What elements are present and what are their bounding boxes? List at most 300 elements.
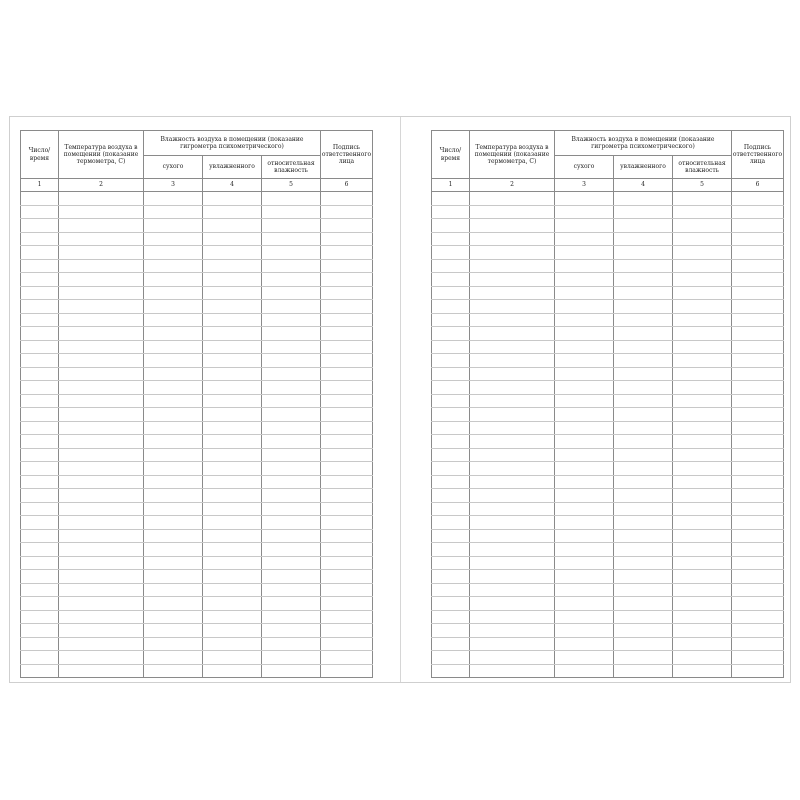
log-cell — [21, 610, 59, 624]
log-row — [21, 327, 373, 341]
log-row — [21, 232, 373, 246]
log-cell — [673, 597, 732, 611]
log-row — [432, 462, 784, 476]
log-cell — [555, 664, 614, 678]
log-cell — [432, 624, 470, 638]
log-cell — [614, 516, 673, 530]
log-cell — [614, 637, 673, 651]
log-cell — [321, 192, 373, 206]
log-cell — [21, 340, 59, 354]
log-cell — [732, 543, 784, 557]
log-cell — [555, 651, 614, 665]
log-cell — [470, 192, 555, 206]
log-cell — [614, 475, 673, 489]
log-cell — [144, 232, 203, 246]
log-cell — [321, 502, 373, 516]
log-cell — [732, 300, 784, 314]
column-number: 4 — [203, 179, 262, 192]
log-row — [21, 489, 373, 503]
log-cell — [555, 489, 614, 503]
log-cell — [614, 664, 673, 678]
log-cell — [470, 597, 555, 611]
log-cell — [673, 475, 732, 489]
log-cell — [144, 192, 203, 206]
log-cell — [321, 664, 373, 678]
log-cell — [614, 381, 673, 395]
log-cell — [144, 286, 203, 300]
log-cell — [262, 448, 321, 462]
log-cell — [614, 421, 673, 435]
log-cell — [673, 516, 732, 530]
log-cell — [555, 502, 614, 516]
log-cell — [144, 543, 203, 557]
log-cell — [470, 583, 555, 597]
log-row — [432, 327, 784, 341]
log-cell — [470, 354, 555, 368]
log-cell — [614, 340, 673, 354]
log-cell — [321, 273, 373, 287]
log-cell — [203, 435, 262, 449]
log-cell — [432, 246, 470, 260]
log-cell — [614, 408, 673, 422]
column-number: 5 — [262, 179, 321, 192]
log-row — [432, 300, 784, 314]
log-cell — [432, 367, 470, 381]
log-cell — [21, 435, 59, 449]
header-humidity-group: Влажность воздуха в помещении (показание гигрометра психометрического) — [144, 131, 321, 156]
log-cell — [262, 192, 321, 206]
log-cell — [614, 624, 673, 638]
log-row — [432, 489, 784, 503]
log-cell — [555, 475, 614, 489]
log-cell — [262, 273, 321, 287]
log-cell — [732, 367, 784, 381]
log-cell — [321, 219, 373, 233]
log-row — [432, 448, 784, 462]
log-cell — [21, 408, 59, 422]
log-cell — [203, 502, 262, 516]
log-cell — [144, 408, 203, 422]
log-cell — [21, 624, 59, 638]
log-cell — [432, 232, 470, 246]
log-row — [432, 219, 784, 233]
log-cell — [732, 462, 784, 476]
log-cell — [144, 219, 203, 233]
log-cell — [555, 637, 614, 651]
log-cell — [732, 205, 784, 219]
log-cell — [144, 300, 203, 314]
log-cell — [555, 219, 614, 233]
log-cell — [203, 232, 262, 246]
log-cell — [673, 192, 732, 206]
log-cell — [262, 462, 321, 476]
log-row — [432, 232, 784, 246]
log-cell — [144, 624, 203, 638]
log-cell — [732, 219, 784, 233]
log-cell — [59, 448, 144, 462]
log-cell — [432, 610, 470, 624]
log-cell — [144, 340, 203, 354]
log-row — [21, 651, 373, 665]
log-cell — [203, 381, 262, 395]
log-row — [21, 543, 373, 557]
log-row — [432, 340, 784, 354]
log-cell — [470, 448, 555, 462]
log-row — [432, 502, 784, 516]
log-cell — [59, 205, 144, 219]
log-cell — [262, 570, 321, 584]
log-cell — [321, 381, 373, 395]
log-cell — [262, 475, 321, 489]
log-row — [432, 637, 784, 651]
log-cell — [470, 462, 555, 476]
log-cell — [432, 489, 470, 503]
log-cell — [59, 381, 144, 395]
log-table-left — [20, 130, 373, 678]
log-cell — [321, 489, 373, 503]
column-number: 1 — [432, 179, 470, 192]
log-cell — [732, 394, 784, 408]
log-cell — [470, 502, 555, 516]
log-cell — [614, 610, 673, 624]
log-cell — [614, 205, 673, 219]
log-cell — [59, 610, 144, 624]
log-cell — [321, 394, 373, 408]
log-cell — [21, 246, 59, 260]
log-cell — [59, 583, 144, 597]
log-cell — [262, 516, 321, 530]
log-cell — [555, 192, 614, 206]
log-cell — [203, 286, 262, 300]
log-cell — [321, 651, 373, 665]
log-cell — [321, 421, 373, 435]
log-cell — [59, 421, 144, 435]
log-cell — [321, 367, 373, 381]
log-cell — [614, 192, 673, 206]
log-cell — [59, 475, 144, 489]
log-cell — [555, 570, 614, 584]
log-row — [21, 462, 373, 476]
log-cell — [555, 583, 614, 597]
log-row — [432, 286, 784, 300]
log-cell — [732, 475, 784, 489]
log-cell — [321, 313, 373, 327]
log-cell — [203, 637, 262, 651]
log-cell — [21, 597, 59, 611]
log-cell — [470, 246, 555, 260]
log-cell — [555, 435, 614, 449]
log-cell — [262, 300, 321, 314]
log-cell — [203, 556, 262, 570]
log-cell — [614, 556, 673, 570]
log-cell — [144, 610, 203, 624]
log-cell — [614, 259, 673, 273]
log-cell — [321, 556, 373, 570]
log-row — [432, 367, 784, 381]
log-cell — [732, 570, 784, 584]
log-cell — [21, 421, 59, 435]
log-cell — [614, 570, 673, 584]
log-cell — [21, 664, 59, 678]
log-cell — [21, 192, 59, 206]
log-cell — [555, 529, 614, 543]
log-cell — [673, 664, 732, 678]
log-cell — [732, 583, 784, 597]
log-row — [432, 610, 784, 624]
log-row — [21, 313, 373, 327]
header-relative-humidity: относительная влажность — [673, 156, 732, 179]
log-cell — [59, 327, 144, 341]
header-humidity-group: Влажность воздуха в помещении (показание гигрометра психометрического) — [555, 131, 732, 156]
log-cell — [614, 651, 673, 665]
log-row — [432, 570, 784, 584]
log-cell — [59, 259, 144, 273]
log-cell — [432, 340, 470, 354]
log-cell — [21, 651, 59, 665]
log-cell — [470, 205, 555, 219]
log-cell — [59, 313, 144, 327]
log-cell — [144, 651, 203, 665]
log-cell — [59, 300, 144, 314]
log-cell — [203, 340, 262, 354]
log-cell — [432, 664, 470, 678]
log-row — [432, 381, 784, 395]
log-cell — [203, 570, 262, 584]
log-cell — [203, 354, 262, 368]
page-spine — [400, 117, 401, 682]
log-cell — [203, 219, 262, 233]
log-row — [21, 556, 373, 570]
log-row — [432, 651, 784, 665]
log-cell — [144, 367, 203, 381]
log-cell — [59, 664, 144, 678]
log-cell — [21, 637, 59, 651]
log-cell — [21, 381, 59, 395]
log-cell — [555, 624, 614, 638]
log-cell — [732, 192, 784, 206]
log-cell — [321, 354, 373, 368]
log-row — [21, 408, 373, 422]
log-cell — [21, 475, 59, 489]
log-cell — [203, 462, 262, 476]
log-row — [432, 246, 784, 260]
log-cell — [144, 205, 203, 219]
log-cell — [732, 246, 784, 260]
log-cell — [732, 597, 784, 611]
log-cell — [262, 583, 321, 597]
log-cell — [732, 502, 784, 516]
log-cell — [732, 516, 784, 530]
log-row — [21, 516, 373, 530]
log-cell — [144, 273, 203, 287]
log-cell — [555, 246, 614, 260]
log-cell — [321, 570, 373, 584]
log-cell — [673, 327, 732, 341]
log-cell — [432, 286, 470, 300]
log-row — [21, 219, 373, 233]
log-cell — [321, 327, 373, 341]
log-cell — [614, 273, 673, 287]
log-cell — [144, 381, 203, 395]
log-cell — [262, 421, 321, 435]
log-cell — [59, 597, 144, 611]
log-cell — [555, 300, 614, 314]
log-row — [21, 583, 373, 597]
log-cell — [732, 489, 784, 503]
log-cell — [262, 651, 321, 665]
log-row — [432, 624, 784, 638]
log-cell — [432, 597, 470, 611]
log-cell — [470, 624, 555, 638]
log-cell — [262, 313, 321, 327]
log-row — [21, 192, 373, 206]
log-cell — [21, 489, 59, 503]
log-cell — [262, 435, 321, 449]
log-cell — [203, 246, 262, 260]
log-cell — [673, 610, 732, 624]
log-row — [21, 624, 373, 638]
log-cell — [59, 556, 144, 570]
log-cell — [262, 556, 321, 570]
log-cell — [470, 637, 555, 651]
log-cell — [432, 354, 470, 368]
log-cell — [21, 502, 59, 516]
log-cell — [470, 340, 555, 354]
log-row — [432, 475, 784, 489]
log-cell — [321, 462, 373, 476]
log-cell — [470, 219, 555, 233]
log-cell — [432, 543, 470, 557]
log-cell — [732, 435, 784, 449]
log-cell — [321, 624, 373, 638]
log-cell — [432, 556, 470, 570]
log-cell — [21, 259, 59, 273]
log-cell — [262, 246, 321, 260]
log-cell — [673, 651, 732, 665]
log-cell — [614, 300, 673, 314]
log-cell — [555, 448, 614, 462]
log-cell — [203, 597, 262, 611]
log-row — [21, 273, 373, 287]
log-cell — [470, 381, 555, 395]
log-cell — [555, 421, 614, 435]
log-cell — [59, 286, 144, 300]
log-cell — [614, 597, 673, 611]
log-row — [21, 259, 373, 273]
log-cell — [732, 327, 784, 341]
log-cell — [673, 462, 732, 476]
log-cell — [673, 219, 732, 233]
header-date-time: Число/ время — [432, 131, 470, 179]
log-cell — [614, 327, 673, 341]
log-cell — [673, 313, 732, 327]
column-number: 3 — [555, 179, 614, 192]
log-row — [432, 408, 784, 422]
log-cell — [262, 597, 321, 611]
log-cell — [432, 435, 470, 449]
log-cell — [732, 556, 784, 570]
log-row — [21, 664, 373, 678]
log-cell — [732, 408, 784, 422]
log-cell — [203, 313, 262, 327]
log-cell — [262, 489, 321, 503]
log-row — [432, 435, 784, 449]
log-cell — [555, 327, 614, 341]
log-cell — [673, 367, 732, 381]
log-cell — [321, 246, 373, 260]
column-number: 4 — [614, 179, 673, 192]
log-cell — [59, 354, 144, 368]
log-row — [432, 516, 784, 530]
log-row — [21, 529, 373, 543]
log-row — [432, 421, 784, 435]
log-cell — [732, 421, 784, 435]
log-cell — [262, 529, 321, 543]
log-cell — [673, 421, 732, 435]
log-row — [432, 192, 784, 206]
log-cell — [432, 529, 470, 543]
log-cell — [614, 394, 673, 408]
log-cell — [59, 394, 144, 408]
log-cell — [59, 502, 144, 516]
log-cell — [732, 286, 784, 300]
log-cell — [432, 273, 470, 287]
log-cell — [732, 624, 784, 638]
log-row — [21, 502, 373, 516]
log-cell — [59, 570, 144, 584]
log-cell — [432, 462, 470, 476]
log-cell — [673, 381, 732, 395]
log-cell — [470, 313, 555, 327]
log-cell — [203, 448, 262, 462]
log-cell — [321, 300, 373, 314]
log-cell — [470, 610, 555, 624]
log-cell — [673, 232, 732, 246]
log-cell — [673, 408, 732, 422]
header-wet: увлажненного — [203, 156, 262, 179]
log-cell — [21, 273, 59, 287]
header-signature: Подпись ответственного лица — [732, 131, 784, 179]
log-cell — [321, 516, 373, 530]
log-cell — [262, 219, 321, 233]
log-cell — [21, 394, 59, 408]
log-cell — [321, 583, 373, 597]
log-cell — [470, 516, 555, 530]
log-cell — [321, 448, 373, 462]
log-cell — [673, 259, 732, 273]
log-cell — [21, 367, 59, 381]
log-cell — [470, 421, 555, 435]
log-cell — [673, 624, 732, 638]
log-cell — [432, 570, 470, 584]
log-cell — [614, 583, 673, 597]
log-cell — [321, 435, 373, 449]
log-cell — [432, 516, 470, 530]
log-cell — [144, 583, 203, 597]
log-cell — [432, 313, 470, 327]
log-cell — [732, 232, 784, 246]
log-cell — [203, 489, 262, 503]
log-row — [21, 354, 373, 368]
log-cell — [203, 421, 262, 435]
log-cell — [203, 259, 262, 273]
log-cell — [21, 286, 59, 300]
log-row — [21, 367, 373, 381]
log-cell — [432, 421, 470, 435]
log-cell — [144, 421, 203, 435]
log-cell — [262, 232, 321, 246]
log-cell — [144, 462, 203, 476]
